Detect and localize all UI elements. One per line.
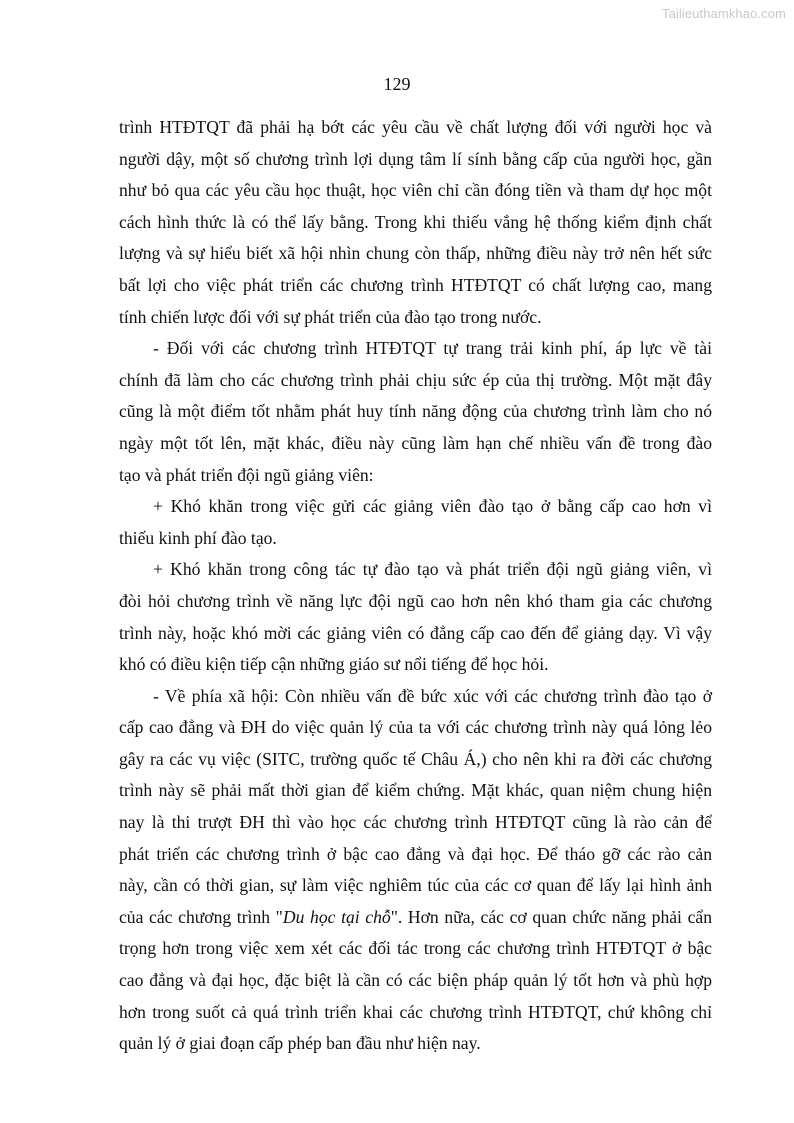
text-line: hơn trong suốt cả quá trình triển khai các chương trình HTĐTQT, chứ không chỉ xyxy=(119,1001,712,1022)
text-line: khó có điều kiện tiếp cận những giáo sư nổi tiếng để học hỏi. xyxy=(119,654,549,675)
text-line: đòi hỏi chương trình về năng lực đội ngũ cao hơn nên khó tham gia các chương xyxy=(119,590,712,611)
text-line: cao đẳng và đại học, đặc biệt là cần có các biện pháp quản lý tốt hơn và phù hợp xyxy=(119,970,712,991)
text-line: cấp cao đẳng và ĐH do việc quản lý của ta với các chương trình này quá lỏng lẻo xyxy=(119,717,712,738)
text-line: phát triển các chương trình ở bậc cao đẳng và đại học. Để tháo gỡ các rào cản xyxy=(119,843,712,864)
text-line: cũng là một điểm tốt nhằm phát huy tính năng động của chương trình làm cho nó xyxy=(119,401,712,422)
paragraph xyxy=(119,681,712,1060)
text-line: nay là thi trượt ĐH thì vào học các chương trình HTĐTQT cũng là rào cản để xyxy=(119,812,712,833)
text-line: chính đã làm cho các chương trình phải chịu sức ép của thị trường. Một mặt đây xyxy=(119,369,712,390)
text-line: trình này, hoặc khó mời các giảng viên có đẳng cấp cao đến để giảng dạy. Vì vậy xyxy=(119,622,712,643)
text-line: gây ra các vụ việc (SITC, trường quốc tế Châu Á,) cho nên khi ra đời các chương xyxy=(119,748,712,769)
document-body xyxy=(119,112,712,1060)
text-line: cách hình thức là có thể lấy bằng. Trong khi thiếu vắng hệ thống kiểm định chất xyxy=(119,211,712,232)
text-line: ngày một tốt lên, mặt khác, điều này cũng làm hạn chế nhiều vấn đề trong đào xyxy=(119,432,712,453)
paragraph xyxy=(119,554,712,680)
watermark: Tailieuthamkhao.com xyxy=(661,6,786,21)
text-line: - Đối với các chương trình HTĐTQT tự trang trải kinh phí, áp lực về tài xyxy=(153,338,712,359)
text-line: tính chiến lược đối với sự phát triển của đào tạo trong nước. xyxy=(119,306,542,327)
text-line: trình này sẽ phải mất thời gian để kiểm chứng. Mặt khác, quan niệm chung hiện xyxy=(119,780,712,801)
text-fragment: ". Hơn nữa, các cơ quan chức năng phải cẩn xyxy=(390,906,713,927)
italic-phrase: Du học tại chỗ xyxy=(282,906,391,927)
text-line: lượng và sự hiểu biết xã hội nhìn chung còn thấp, những điều này trở nên hết sức xyxy=(119,243,712,264)
paragraph xyxy=(119,333,712,491)
text-line: người dậy, một số chương trình lợi dụng tâm lí sính bằng cấp của người học, gần xyxy=(119,148,712,169)
paragraph xyxy=(119,491,712,554)
text-line: bất lợi cho việc phát triển các chương trình HTĐTQT có chất lượng cao, mang xyxy=(119,274,712,295)
text-line: trình HTĐTQT đã phải hạ bớt các yêu cầu về chất lượng đối với người học và xyxy=(119,117,712,137)
text-line: quản lý ở giai đoạn cấp phép ban đầu như hiện nay. xyxy=(119,1033,481,1054)
text-line-with-italic xyxy=(119,902,712,934)
text-line: + Khó khăn trong việc gửi các giảng viên đào tạo ở bằng cấp cao hơn vì xyxy=(153,496,712,517)
text-line: trọng hơn trong việc xem xét các đối tác trong các chương trình HTĐTQT ở bậc xyxy=(119,938,712,959)
text-line: thiếu kinh phí đào tạo. xyxy=(119,527,277,548)
text-fragment: của các chương trình " xyxy=(119,906,283,927)
text-line: + Khó khăn trong công tác tự đào tạo và phát triển đội ngũ giảng viên, vì xyxy=(153,559,712,580)
paragraph xyxy=(119,112,712,333)
page-number: 129 xyxy=(383,74,411,94)
text-line: này, cần có thời gian, sự làm việc nghiêm túc của các cơ quan để lấy lại hình ảnh xyxy=(119,875,712,896)
text-line: như bỏ qua các yêu cầu học thuật, học viên chỉ cần đóng tiền và tham dự học một xyxy=(119,180,712,201)
text-line: tạo và phát triển đội ngũ giảng viên: xyxy=(119,464,374,485)
text-line: - Về phía xã hội: Còn nhiều vấn đề bức xúc với các chương trình đào tạo ở xyxy=(153,685,712,706)
